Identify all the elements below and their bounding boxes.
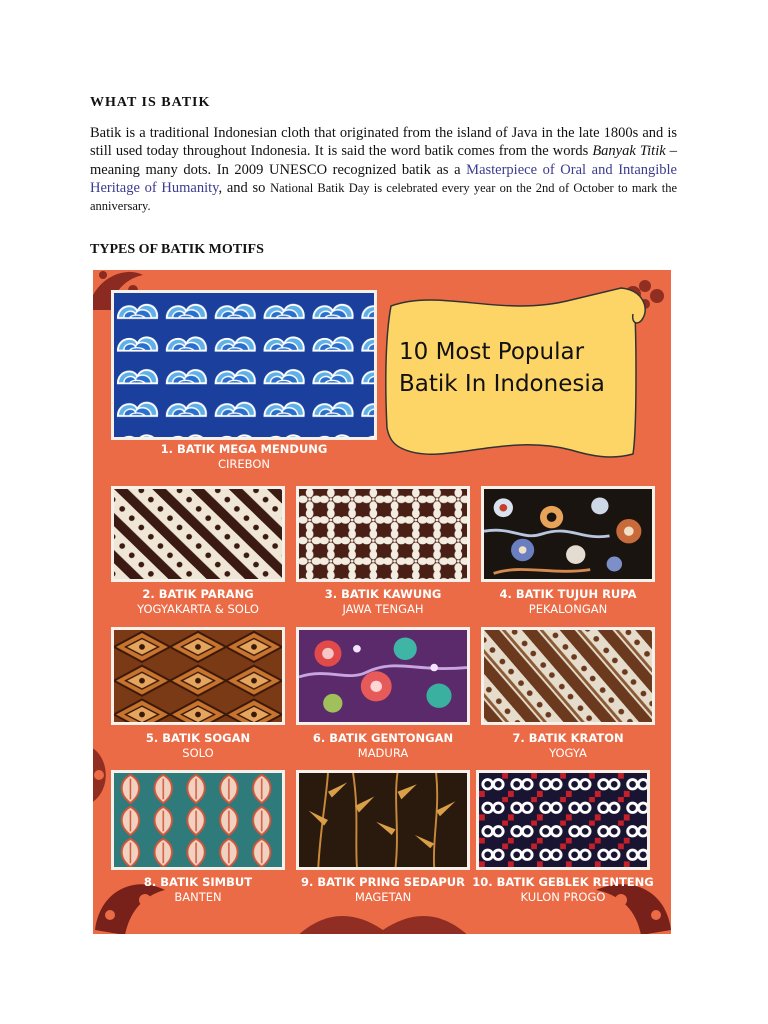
motif-name-3: 3. BATIK KAWUNG <box>324 587 442 601</box>
intro-paragraph <box>90 124 677 215</box>
motif-name-2: 2. BATIK PARANG <box>142 587 254 601</box>
unesco-link[interactable]: Masterpiece of Oral and Intangible Heritage of Humanity <box>90 161 677 196</box>
motif-location-10: KULON PROGO <box>520 890 606 904</box>
poster-title-line1: 10 Most Popular <box>399 339 585 365</box>
para-text-3: , and so <box>218 179 271 196</box>
motif-name-7: 7. BATIK KRATON <box>512 731 624 745</box>
motif-caption-1 <box>111 442 377 472</box>
motif-location-4: PEKALONGAN <box>528 602 608 616</box>
motif-image-parang <box>111 486 285 582</box>
motif-name-6: 6. BATIK GENTONGAN <box>312 731 454 745</box>
motif-caption-10 <box>471 875 655 905</box>
motif-caption-7 <box>481 731 655 761</box>
motif-caption-6 <box>296 731 470 761</box>
motif-location-6: MADURA <box>357 746 409 760</box>
motif-caption-8 <box>111 875 285 905</box>
motif-image-gentongan <box>296 627 470 725</box>
motif-caption-5 <box>111 731 285 761</box>
poster-title-line2: Batik In Indonesia <box>399 371 605 397</box>
motif-caption-3 <box>296 587 470 617</box>
motif-image-mega-mendung <box>111 290 377 440</box>
motif-name-4: 4. BATIK TUJUH RUPA <box>499 587 637 601</box>
motif-image-kraton <box>481 627 655 725</box>
motif-location-8: BANTEN <box>174 890 222 904</box>
motif-location-1: CIREBON <box>217 457 271 471</box>
motif-caption-4 <box>481 587 655 617</box>
para-term-banyak-titik: Banyak Titik <box>592 143 666 160</box>
para-text-2: – meaning many dots. In 2009 UNESCO recognized batik as a <box>90 143 678 178</box>
motif-location-5: SOLO <box>182 746 214 760</box>
motif-name-5: 5. BATIK SOGAN <box>145 731 251 745</box>
motif-location-9: MAGETAN <box>354 890 412 904</box>
batik-infographic <box>93 270 671 934</box>
motif-name-9: 9. BATIK PRING SEDAPUR <box>300 875 466 889</box>
motif-location-7: YOGYA <box>549 746 587 760</box>
motif-image-kawung <box>296 486 470 582</box>
section-heading-what-is-batik: WHAT IS BATIK <box>90 95 211 110</box>
bottom-center-ornament-icon <box>293 900 473 934</box>
motif-name-1: 1. BATIK MEGA MENDUNG <box>160 442 328 456</box>
motif-image-tujuh-rupa <box>481 486 655 582</box>
motif-image-pring-sedapur <box>296 770 470 870</box>
section-heading-types: TYPES OF BATIK MOTIFS <box>90 242 264 257</box>
motif-image-sogan <box>111 627 285 725</box>
motif-image-simbut <box>111 770 285 870</box>
para-text-1: Batik is a traditional Indonesian cloth that originated from the island of Java in the late 1800s and is still used today throughout Indonesia. It is said the word batik comes from the words <box>90 125 677 160</box>
motif-name-8: 8. BATIK SIMBUT <box>143 875 253 889</box>
para-text-4: National Batik Day is celebrated every year on the 2nd of October to mark the anniversary. <box>90 180 677 214</box>
motif-image-geblek-renteng <box>476 770 650 870</box>
motif-caption-9 <box>296 875 470 905</box>
motif-caption-2 <box>111 587 285 617</box>
poster-title <box>399 336 639 400</box>
motif-location-3: JAWA TENGAH <box>342 602 424 616</box>
motif-location-2: YOGYAKARTA & SOLO <box>137 602 259 616</box>
motif-name-10: 10. BATIK GEBLEK RENTENG <box>472 875 654 889</box>
